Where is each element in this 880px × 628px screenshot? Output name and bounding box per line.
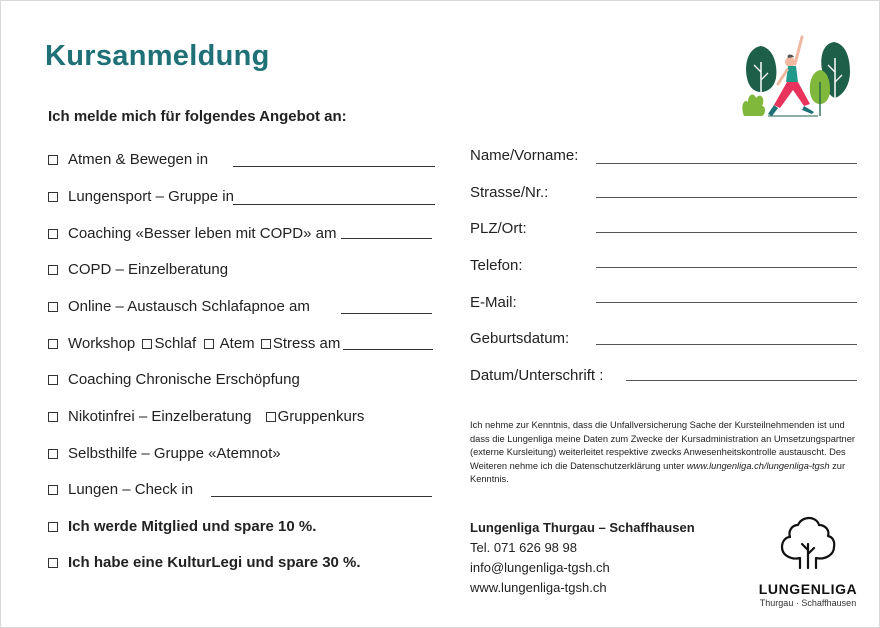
- option-label: Ich habe eine KulturLegi und spare 30 %.: [68, 554, 361, 571]
- privacy-notice: [470, 419, 860, 487]
- geburtsdatum-input-line[interactable]: [596, 344, 857, 345]
- sub-option-label: Gruppenkurs: [277, 408, 365, 425]
- fill-line[interactable]: [341, 238, 432, 239]
- org-name: Lungenliga Thurgau – Schaffhausen: [470, 520, 695, 535]
- notice-suffix: zur Kenntnis.: [470, 460, 846, 485]
- option-label: Lungensport – Gruppe in: [68, 188, 234, 205]
- field-label-strasse: Strasse/Nr.:: [470, 184, 549, 201]
- option-label: Workshop: [68, 335, 136, 352]
- option-label: Lungen – Check in: [68, 481, 194, 498]
- fill-line[interactable]: [233, 166, 435, 167]
- tree-icon: [778, 516, 838, 574]
- checkbox[interactable]: [48, 449, 58, 459]
- checkbox-gruppenkurs[interactable]: [266, 412, 276, 422]
- option-label: Coaching Chronische Erschöpfung: [68, 371, 300, 388]
- checkbox[interactable]: [48, 375, 58, 385]
- unterschrift-input-line[interactable]: [626, 380, 857, 381]
- fill-line[interactable]: [233, 204, 435, 205]
- field-label-telefon: Telefon:: [470, 257, 523, 274]
- intro-heading: Ich melde mich für folgendes Angebot an:: [48, 108, 347, 125]
- notice-text: Ich nehme zur Kenntnis, dass die Unfallversicherung Sache der Kursteilnehmenden ist und dass die Lungenliga meine Daten zum Zwecke der Kursadministration an Umsetzungspartner (externe Kursleitung) weiterleitet respektive zwecks Anwesenheitskontrolle austauscht. Des Weiteren nehme ich die Datenschutzerklärung unter: [470, 420, 855, 471]
- org-website[interactable]: www.lungenliga-tgsh.ch: [470, 580, 607, 595]
- fill-line[interactable]: [341, 313, 432, 314]
- logo-wordmark: LUNGENLIGA: [758, 581, 858, 597]
- plz-input-line[interactable]: [596, 232, 857, 233]
- org-contact: [470, 518, 695, 598]
- field-label-name: Name/Vorname:: [470, 147, 579, 164]
- page-title: Kursanmeldung: [45, 40, 270, 72]
- notice-link[interactable]: www.lungenliga.ch/lungenliga-tgsh: [686, 460, 830, 471]
- org-email[interactable]: info@lungenliga-tgsh.ch: [470, 560, 610, 575]
- option-label: Selbsthilfe – Gruppe «Atemnot»: [68, 445, 281, 462]
- yoga-trees-illustration: [738, 32, 856, 127]
- lungenliga-logo: [756, 516, 860, 608]
- option-label: Nikotinfrei – Einzelberatung: [68, 408, 252, 425]
- checkbox[interactable]: [48, 339, 58, 349]
- checkbox[interactable]: [48, 522, 58, 532]
- logo-subtitle: Thurgau · Schaffhausen: [759, 598, 857, 608]
- checkbox[interactable]: [48, 155, 58, 165]
- option-label: Online – Austausch Schlafapnoe am: [68, 298, 310, 315]
- option-label: Coaching «Besser leben mit COPD» am: [68, 225, 337, 242]
- sub-option-label: Stress am: [272, 335, 341, 352]
- email-input-line[interactable]: [596, 302, 857, 303]
- checkbox[interactable]: [48, 229, 58, 239]
- fill-line[interactable]: [343, 349, 433, 350]
- option-label: COPD – Einzelberatung: [68, 261, 229, 278]
- field-label-email: E-Mail:: [470, 294, 517, 311]
- field-label-datum-unterschrift: Datum/Unterschrift :: [470, 367, 604, 384]
- telefon-input-line[interactable]: [596, 267, 857, 268]
- checkbox[interactable]: [48, 485, 58, 495]
- sub-option-label: Schlaf: [154, 335, 197, 352]
- checkbox-schlaf[interactable]: [142, 339, 152, 349]
- checkbox[interactable]: [48, 302, 58, 312]
- sub-option-label: Atem: [219, 335, 255, 352]
- checkbox[interactable]: [48, 265, 58, 275]
- field-label-geburtsdatum: Geburtsdatum:: [470, 330, 570, 347]
- field-label-plz: PLZ/Ort:: [470, 220, 527, 237]
- fill-line[interactable]: [211, 496, 432, 497]
- checkbox[interactable]: [48, 412, 58, 422]
- checkbox-stress[interactable]: [261, 339, 271, 349]
- option-label: Ich werde Mitglied und spare 10 %.: [68, 518, 317, 535]
- checkbox[interactable]: [48, 558, 58, 568]
- checkbox[interactable]: [48, 192, 58, 202]
- checkbox-atem[interactable]: [204, 339, 214, 349]
- org-phone: Tel. 071 626 98 98: [470, 540, 577, 555]
- strasse-input-line[interactable]: [596, 197, 857, 198]
- name-input-line[interactable]: [596, 163, 857, 164]
- option-label: Atmen & Bewegen in: [68, 151, 209, 168]
